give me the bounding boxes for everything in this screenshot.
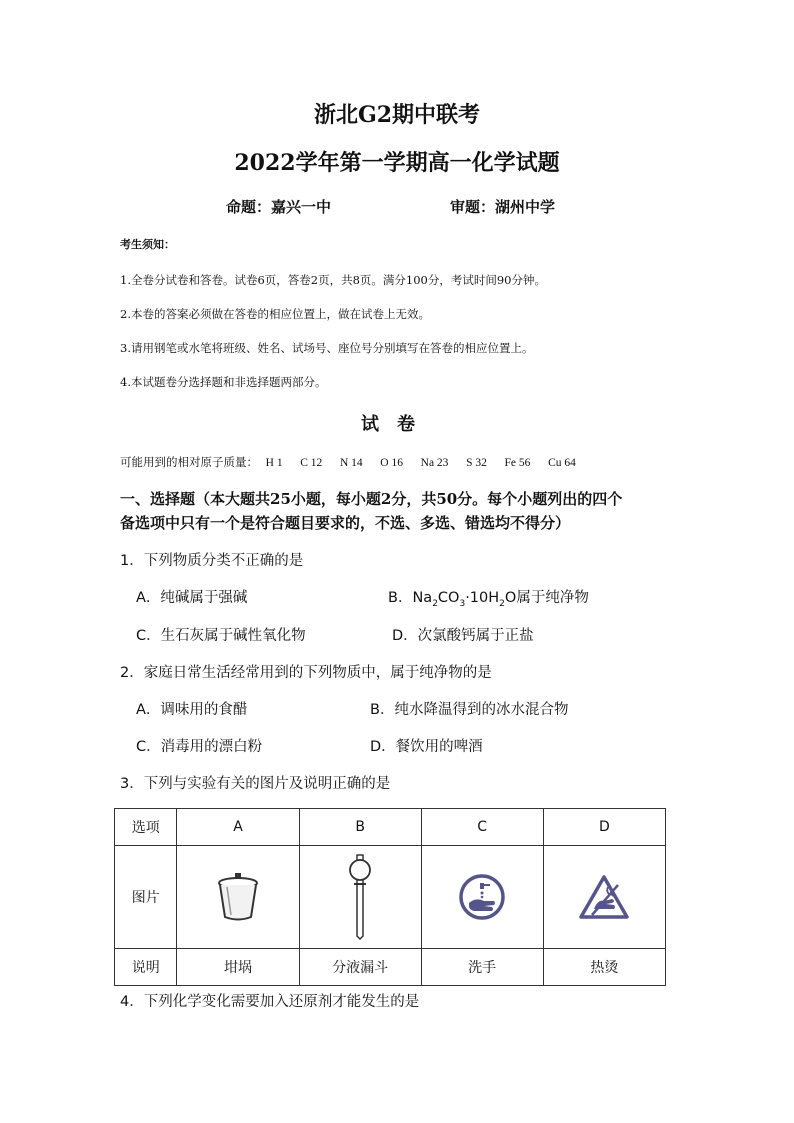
experiment-table (114, 808, 666, 986)
section-heading: 试卷 (361, 414, 433, 435)
table-cell: A (177, 809, 299, 846)
table-cell: 热烫 (543, 949, 665, 986)
atomic-mass: H 1 (265, 457, 283, 469)
notice-item: 1.全卷分试卷和答卷。试卷6页，答卷2页，共8页。满分100分，考试时间90分钟。 (120, 273, 547, 287)
table-picture-row (115, 846, 666, 949)
exam-title-line1: 浙北G2期中联考 (313, 102, 481, 128)
question-2-stem: 2．家庭日常生活经常用到的下列物质中，属于纯净物的是 (120, 665, 492, 681)
atomic-masses (120, 454, 590, 470)
table-cell (543, 846, 665, 949)
q2-option-a: A．调味用的食醋 (136, 702, 248, 718)
atomic-mass: C 12 (300, 457, 323, 469)
atomic-masses-label: 可能用到的相对原子质量： (120, 455, 258, 469)
table-cell: 分液漏斗 (299, 949, 421, 986)
question-1-stem: 1．下列物质分类不正确的是 (120, 553, 304, 569)
exam-title-line2: 2022学年第一学期高一化学试题 (234, 150, 560, 176)
question-3-stem: 3．下列与实验有关的图片及说明正确的是 (120, 776, 391, 792)
table-cell (421, 846, 543, 949)
table-header-row (115, 809, 666, 846)
notice-heading: 考生须知： (120, 238, 175, 251)
notice-item: 2.本卷的答案必须做在答卷的相应位置上，做在试卷上无效。 (120, 307, 430, 321)
atomic-mass: O 16 (380, 457, 403, 469)
table-cell: 洗手 (421, 949, 543, 986)
notice-item: 3.请用钢笔或水笔将班级、姓名、试场号、座位号分别填写在答卷的相应位置上。 (120, 341, 534, 355)
q2-option-d: D．餐饮用的啤酒 (370, 739, 483, 755)
q2-option-c: C．消毒用的漂白粉 (136, 739, 263, 755)
q1-option-d: D．次氯酸钙属于正盐 (392, 628, 534, 644)
q1-option-c: C．生石灰属于碱性氧化物 (136, 628, 306, 644)
atomic-mass: Fe 56 (504, 457, 531, 469)
table-cell: 说明 (115, 949, 177, 986)
table-cell (299, 846, 421, 949)
atomic-mass: N 14 (339, 457, 363, 469)
q1-option-a: A．纯碱属于强碱 (136, 590, 248, 606)
table-cell: 坩埚 (177, 949, 299, 986)
crucible-icon (213, 871, 263, 923)
part1-instructions-line1: 一、选择题（本大题共25小题，每小题2分，共50分。每个小题列出的四个 (120, 490, 623, 508)
hot-surface-icon (578, 873, 630, 921)
hand-washing-icon (458, 873, 506, 921)
q1-option-b: B．$Na_2CO_3\cdot 10H_2O$属于纯净物 (388, 590, 589, 609)
separatory-funnel-icon (345, 854, 375, 940)
q2-option-b: B．纯水降温得到的冰水混合物 (370, 702, 569, 718)
table-cell: D (543, 809, 665, 846)
reviewer-label: 审题：湖州中学 (450, 198, 556, 216)
notice-item: 4.本试题卷分选择题和非选择题两部分。 (120, 375, 327, 389)
atomic-mass: S 32 (466, 457, 487, 469)
table-cell: C (421, 809, 543, 846)
part1-instructions-line2: 备选项中只有一个是符合题目要求的，不选、多选、错选均不得分） (120, 514, 571, 532)
setter-label: 命题：嘉兴一中 (226, 198, 332, 216)
table-description-row (115, 949, 666, 986)
table-cell: B (299, 809, 421, 846)
table-cell: 选项 (115, 809, 177, 846)
atomic-mass: Na 23 (420, 457, 449, 469)
table-cell (177, 846, 299, 949)
question-4-stem: 4．下列化学变化需要加入还原剂才能发生的是 (120, 994, 420, 1010)
table-cell: 图片 (115, 846, 177, 949)
atomic-mass: Cu 64 (548, 457, 576, 469)
